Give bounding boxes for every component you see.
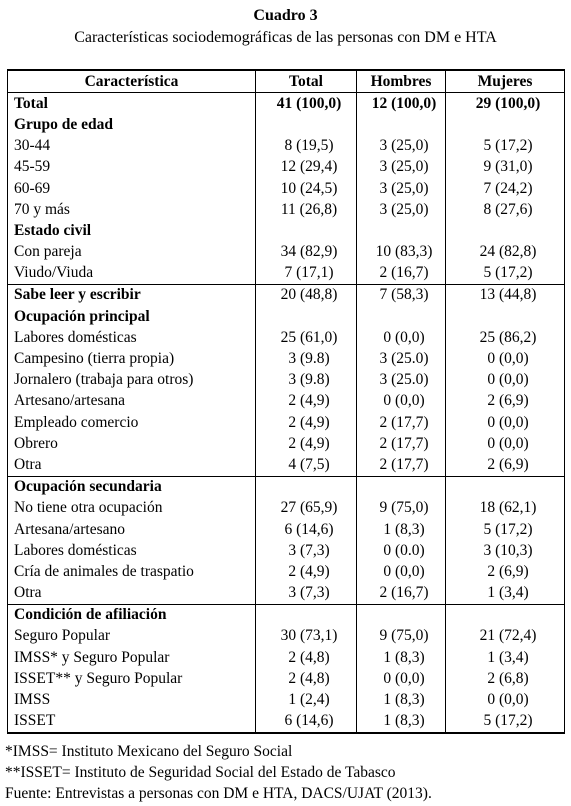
table-row: [8, 647, 565, 668]
total-cell: [256, 306, 357, 327]
women-cell: [446, 604, 565, 626]
table-row: [8, 136, 565, 157]
total-cell: 27 (65,9): [256, 498, 357, 519]
table-row: [8, 668, 565, 689]
row-label-cell: Labores domésticas: [8, 327, 256, 348]
women-cell: 0 (0,0): [446, 689, 565, 710]
total-cell: 7 (17,1): [256, 263, 357, 285]
men-cell: 9 (75,0): [357, 626, 446, 647]
men-cell: 3 (25,0): [357, 199, 446, 220]
total-cell: 12 (29,4): [256, 157, 357, 178]
men-cell: 0 (0,0): [357, 327, 446, 348]
total-cell: 2 (4,9): [256, 391, 357, 412]
row-label-cell: No tiene otra ocupación: [8, 498, 256, 519]
table-row: [8, 476, 565, 498]
men-cell: 1 (8,3): [357, 711, 446, 733]
women-cell: 5 (17,2): [446, 136, 565, 157]
total-cell: 2 (4,9): [256, 412, 357, 433]
row-label-cell: Ocupación secundaria: [8, 476, 256, 498]
row-label-cell: IMSS: [8, 689, 256, 710]
women-cell: 0 (0,0): [446, 433, 565, 454]
table-row: [8, 604, 565, 626]
men-cell: 3 (25,0): [357, 136, 446, 157]
women-cell: 2 (6,9): [446, 391, 565, 412]
table-row: [8, 498, 565, 519]
total-cell: 3 (9.8): [256, 348, 357, 369]
row-label-cell: Otra: [8, 454, 256, 476]
table-row: [8, 689, 565, 710]
total-cell: 2 (4,9): [256, 433, 357, 454]
row-label-cell: ISSET: [8, 711, 256, 733]
table-row: [8, 242, 565, 263]
row-label-cell: Grupo de edad: [8, 114, 256, 135]
women-cell: 2 (6,9): [446, 454, 565, 476]
men-cell: 2 (17,7): [357, 454, 446, 476]
table-row: [8, 306, 565, 327]
table-row: [8, 583, 565, 605]
total-cell: 34 (82,9): [256, 242, 357, 263]
table-row: [8, 711, 565, 733]
total-cell: 8 (19,5): [256, 136, 357, 157]
women-cell: 0 (0,0): [446, 370, 565, 391]
source-note: Fuente: Entrevistas a personas con DM e HTA, DACS/UJAT (2013).: [5, 785, 432, 802]
women-cell: 1 (3,4): [446, 583, 565, 605]
table-row: [8, 391, 565, 412]
table-row: [8, 540, 565, 561]
total-cell: 2 (4,8): [256, 668, 357, 689]
total-cell: 10 (24,5): [256, 178, 357, 199]
men-cell: 1 (8,3): [357, 647, 446, 668]
row-label-cell: Artesana/artesano: [8, 519, 256, 540]
total-cell: [256, 114, 357, 135]
women-cell: 8 (27,6): [446, 199, 565, 220]
table-row: [8, 433, 565, 454]
women-cell: 13 (44,8): [446, 284, 565, 306]
women-cell: 5 (17,2): [446, 711, 565, 733]
men-cell: [357, 476, 446, 498]
women-cell: 2 (6,8): [446, 668, 565, 689]
row-label-cell: 70 y más: [8, 199, 256, 220]
row-label-cell: Ocupación principal: [8, 306, 256, 327]
total-cell: [256, 604, 357, 626]
men-cell: 9 (75,0): [357, 498, 446, 519]
men-cell: 2 (17,7): [357, 412, 446, 433]
total-cell: 3 (9.8): [256, 370, 357, 391]
women-cell: 0 (0,0): [446, 412, 565, 433]
row-label-cell: ISSET** y Seguro Popular: [8, 668, 256, 689]
men-cell: 0 (0,0): [357, 561, 446, 582]
sociodemographic-table: [7, 69, 565, 734]
row-label-cell: Con pareja: [8, 242, 256, 263]
men-cell: 2 (16,7): [357, 583, 446, 605]
row-label-cell: Cría de animales de traspatio: [8, 561, 256, 582]
row-label-cell: 30-44: [8, 136, 256, 157]
table-row: [8, 220, 565, 241]
total-cell: 6 (14,6): [256, 711, 357, 733]
row-label-cell: Total: [8, 93, 256, 115]
table-row: [8, 263, 565, 285]
table-row: [8, 454, 565, 476]
footnote-isset: **ISSET= Instituto de Seguridad Social del Estado de Tabasco: [5, 764, 396, 781]
table-caption-title: Cuadro 3: [253, 7, 318, 24]
row-label-cell: Artesano/artesana: [8, 391, 256, 412]
table-row: [8, 157, 565, 178]
table-row: [8, 327, 565, 348]
men-cell: 2 (16,7): [357, 263, 446, 285]
men-cell: 10 (83,3): [357, 242, 446, 263]
women-cell: 2 (6,9): [446, 561, 565, 582]
row-label-cell: Estado civil: [8, 220, 256, 241]
total-cell: 3 (7,3): [256, 583, 357, 605]
women-cell: 24 (82,8): [446, 242, 565, 263]
row-label-cell: Empleado comercio: [8, 412, 256, 433]
men-cell: 1 (8,3): [357, 519, 446, 540]
women-cell: [446, 220, 565, 241]
men-cell: 3 (25.0): [357, 348, 446, 369]
women-cell: 3 (10,3): [446, 540, 565, 561]
men-cell: 0 (0.0): [357, 540, 446, 561]
table-row: [8, 114, 565, 135]
table-row: [8, 93, 565, 115]
row-label-cell: Sabe leer y escribir: [8, 284, 256, 306]
men-cell: 3 (25.0): [357, 370, 446, 391]
men-cell: 3 (25,0): [357, 178, 446, 199]
women-cell: 21 (72,4): [446, 626, 565, 647]
table-caption-subtitle: Características sociodemográficas de las personas con DM e HTA: [74, 29, 497, 46]
table-row: [8, 412, 565, 433]
header-men: Hombres: [357, 70, 446, 93]
women-cell: [446, 114, 565, 135]
total-cell: [256, 476, 357, 498]
women-cell: [446, 476, 565, 498]
women-cell: 5 (17,2): [446, 263, 565, 285]
men-cell: 1 (8,3): [357, 689, 446, 710]
total-cell: 6 (14,6): [256, 519, 357, 540]
total-cell: 11 (26,8): [256, 199, 357, 220]
total-cell: [256, 220, 357, 241]
women-cell: [446, 306, 565, 327]
table-row: [8, 178, 565, 199]
row-label-cell: Labores domésticas: [8, 540, 256, 561]
women-cell: 18 (62,1): [446, 498, 565, 519]
header-characteristic: Característica: [8, 70, 256, 93]
women-cell: 5 (17,2): [446, 519, 565, 540]
women-cell: 7 (24,2): [446, 178, 565, 199]
row-label-cell: Viudo/Viuda: [8, 263, 256, 285]
row-label-cell: 60-69: [8, 178, 256, 199]
total-cell: 25 (61,0): [256, 327, 357, 348]
row-label-cell: IMSS* y Seguro Popular: [8, 647, 256, 668]
table-row: [8, 561, 565, 582]
total-cell: 41 (100,0): [256, 93, 357, 115]
total-cell: 2 (4,8): [256, 647, 357, 668]
table-row: [8, 348, 565, 369]
men-cell: 12 (100,0): [357, 93, 446, 115]
total-cell: 1 (2,4): [256, 689, 357, 710]
table-row: [8, 370, 565, 391]
header-women: Mujeres: [446, 70, 565, 93]
men-cell: 2 (17,7): [357, 433, 446, 454]
row-label-cell: 45-59: [8, 157, 256, 178]
row-label-cell: Otra: [8, 583, 256, 605]
total-cell: 4 (7,5): [256, 454, 357, 476]
row-label-cell: Obrero: [8, 433, 256, 454]
men-cell: 0 (0,0): [357, 391, 446, 412]
men-cell: 0 (0,0): [357, 668, 446, 689]
row-label-cell: Condición de afiliación: [8, 604, 256, 626]
men-cell: [357, 114, 446, 135]
table-row: [8, 199, 565, 220]
footnote-imss: *IMSS= Instituto Mexicano del Seguro Social: [5, 743, 293, 760]
row-label-cell: Seguro Popular: [8, 626, 256, 647]
table-row: [8, 519, 565, 540]
women-cell: 25 (86,2): [446, 327, 565, 348]
men-cell: [357, 306, 446, 327]
table-row: [8, 284, 565, 306]
total-cell: 20 (48,8): [256, 284, 357, 306]
women-cell: 9 (31,0): [446, 157, 565, 178]
table-body: [8, 93, 565, 733]
header-total: Total: [256, 70, 357, 93]
men-cell: 3 (25,0): [357, 157, 446, 178]
total-cell: 2 (4,9): [256, 561, 357, 582]
table-header-row: [8, 70, 565, 93]
women-cell: 1 (3,4): [446, 647, 565, 668]
table-row: [8, 626, 565, 647]
row-label-cell: Jornalero (trabaja para otros): [8, 370, 256, 391]
total-cell: 30 (73,1): [256, 626, 357, 647]
women-cell: 0 (0,0): [446, 348, 565, 369]
women-cell: 29 (100,0): [446, 93, 565, 115]
total-cell: 3 (7,3): [256, 540, 357, 561]
row-label-cell: Campesino (tierra propia): [8, 348, 256, 369]
men-cell: 7 (58,3): [357, 284, 446, 306]
table-notes: [5, 741, 432, 804]
men-cell: [357, 220, 446, 241]
men-cell: [357, 604, 446, 626]
